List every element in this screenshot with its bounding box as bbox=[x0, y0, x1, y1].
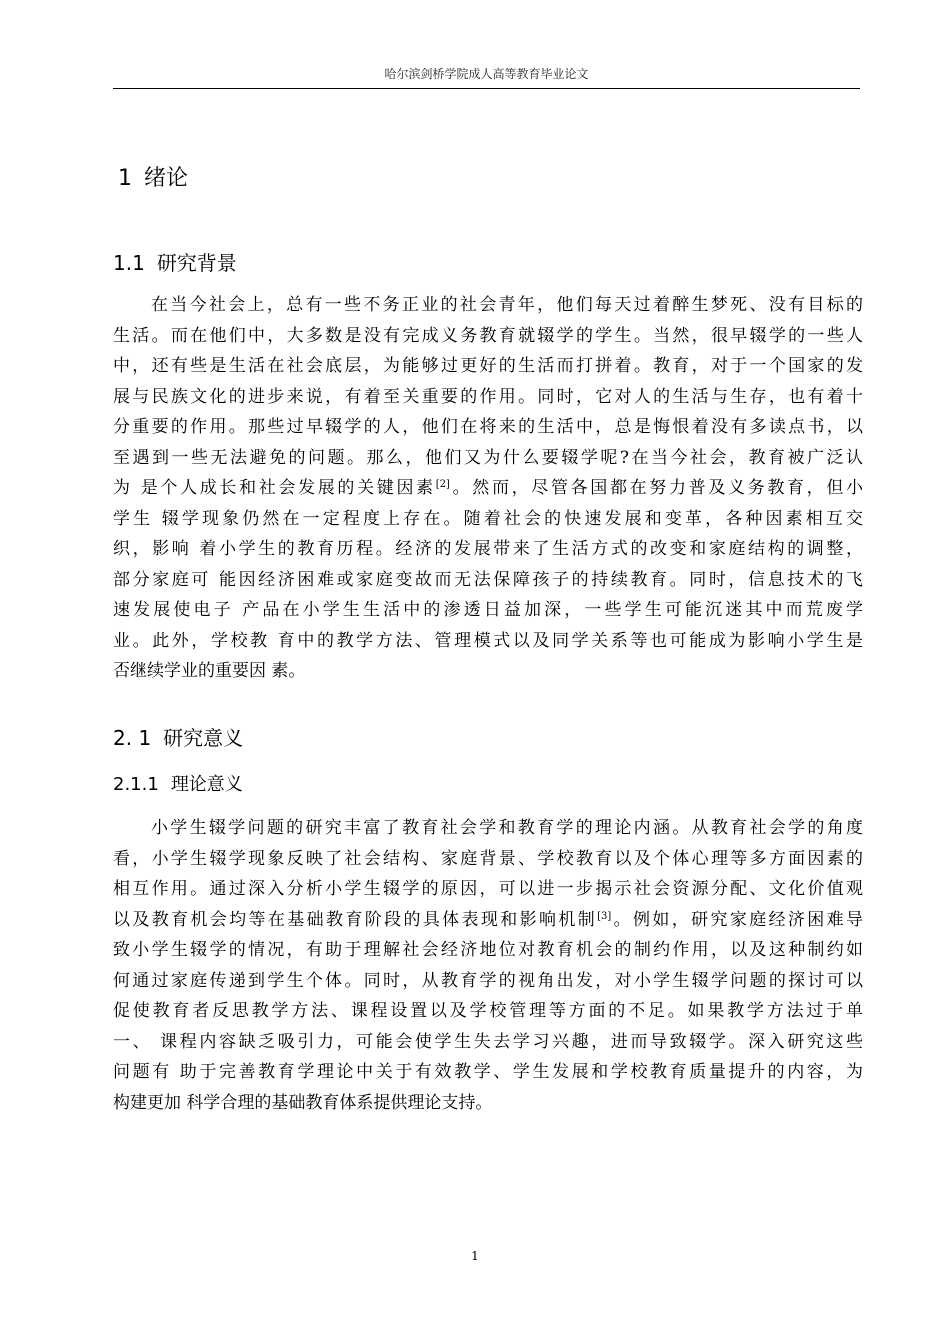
running-header: 哈尔滨剑桥学院成人高等教育毕业论文 bbox=[384, 67, 589, 81]
paragraph-line: 致小学生辍学的情况，有助于理解社会经济地位对教育机会的制约作用，以及这种制约如 bbox=[113, 940, 863, 960]
paragraph-line-with-citation bbox=[113, 473, 863, 504]
page-number: 1 bbox=[471, 1249, 479, 1263]
paragraph-line: 问题有 助于完善教育学理论中关于有效教学、学生发展和学校教育质量提升的内容，为 bbox=[113, 1062, 863, 1082]
paragraph-line: 促使教育者反思教学方法、课程设置以及学校管理等方面的不足。如果教学方法过于单 bbox=[113, 1001, 863, 1021]
paragraph-line: 至遇到一些无法避免的问题。那么，他们又为什么要辍学呢?在当今社会，教育被广泛认 bbox=[113, 447, 863, 468]
paragraph-line: 小学生辍学问题的研究丰富了教育社会学和教育学的理论内涵。从教育社会学的角度 bbox=[151, 818, 863, 838]
section-title: 研究背景 bbox=[156, 251, 237, 275]
paragraph-theoretical-significance bbox=[113, 813, 863, 1118]
paragraph-line: 何通过家庭传递到学生个体。同时，从教育学的视角出发，对小学生辍学问题的探讨可以 bbox=[113, 970, 863, 991]
section-heading-1-1 bbox=[113, 249, 237, 277]
line-text: 为 是个人成长和社会发展的关键因素 bbox=[113, 478, 436, 498]
line-text: 。然而，尽管各国都在努力普及义务教育，但小 bbox=[449, 478, 864, 498]
chapter-title: 绪论 bbox=[144, 166, 189, 191]
paragraph-line-with-citation bbox=[113, 905, 863, 936]
paragraph-line: 速发展使电子 产品在小学生生活中的渗透日益加深，一些学生可能沉迷其中而荒废学 bbox=[113, 600, 863, 620]
paragraph-line: 织，影响 着小学生的教育历程。经济的发展带来了生活方式的改变和家庭结构的调整， bbox=[113, 539, 863, 559]
paragraph-line: 业。此外，学校教 育中的教学方法、管理模式以及同学关系等也可能成为影响小学生是 bbox=[113, 630, 863, 651]
line-text: 以及教育机会均等在基础教育阶段的具体表现和影响机制 bbox=[113, 909, 598, 930]
subsection-heading-2-1-1 bbox=[113, 772, 243, 798]
header-rule bbox=[113, 88, 860, 89]
paragraph-line: 学生 辍学现象仍然在一定程度上存在。随着社会的快速发展和变革，各种因素相互交 bbox=[113, 508, 863, 529]
chapter-number: 1 bbox=[118, 166, 132, 191]
subsection-title: 理论意义 bbox=[170, 774, 243, 795]
section-heading-2-1 bbox=[113, 724, 243, 752]
paragraph-line: 部分家庭可 能因经济困难或家庭变故而无法保障孩子的持续教育。同时，信息技术的飞 bbox=[113, 569, 863, 590]
paragraph-research-background bbox=[113, 290, 863, 687]
section-number: 2. 1 bbox=[113, 726, 152, 750]
paragraph-line: 展与民族文化的进步来说，有着至关重要的作用。同时，它对人的生活与生存，也有着十 bbox=[113, 386, 863, 407]
line-text: 。例如，研究家庭经济困难导 bbox=[611, 909, 864, 930]
paragraph-line: 否继续学业的重要因 素。 bbox=[113, 661, 306, 681]
paragraph-line: 中，还有些是生活在社会底层，为能够过更好的生活而打拼着。教育，对于一个国家的发 bbox=[113, 356, 863, 376]
paragraph-line: 看，小学生辍学现象反映了社会结构、家庭背景、学校教育以及个体心理等多方面因素的 bbox=[113, 848, 863, 869]
paragraph-line: 相互作用。通过深入分析小学生辍学的原因，可以进一步揭示社会资源分配、文化价值观 bbox=[113, 879, 863, 899]
citation-2: [2] bbox=[435, 479, 450, 490]
subsection-number: 2.1.1 bbox=[113, 774, 159, 795]
paragraph-line: 一、 课程内容缺乏吸引力，可能会使学生失去学习兴趣，进而导致辍学。深入研究这些 bbox=[113, 1031, 863, 1052]
citation-3: [3] bbox=[597, 910, 612, 922]
paragraph-line: 分重要的作用。那些过早辍学的人，他们在将来的生活中，总是悔恨着没有多读点书，以 bbox=[113, 417, 863, 437]
paragraph-line: 构建更加 科学合理的基础教育体系提供理论支持。 bbox=[113, 1092, 493, 1113]
section-title: 研究意义 bbox=[163, 726, 244, 750]
section-number: 1.1 bbox=[113, 251, 145, 275]
paragraph-line: 在当今社会上，总有一些不务正业的社会青年，他们每天过着醉生梦死、没有目标的 bbox=[151, 295, 863, 315]
chapter-heading bbox=[118, 164, 188, 194]
paragraph-line: 生活。而在他们中，大多数是没有完成义务教育就辍学的学生。当然，很早辍学的一些人 bbox=[113, 325, 863, 346]
